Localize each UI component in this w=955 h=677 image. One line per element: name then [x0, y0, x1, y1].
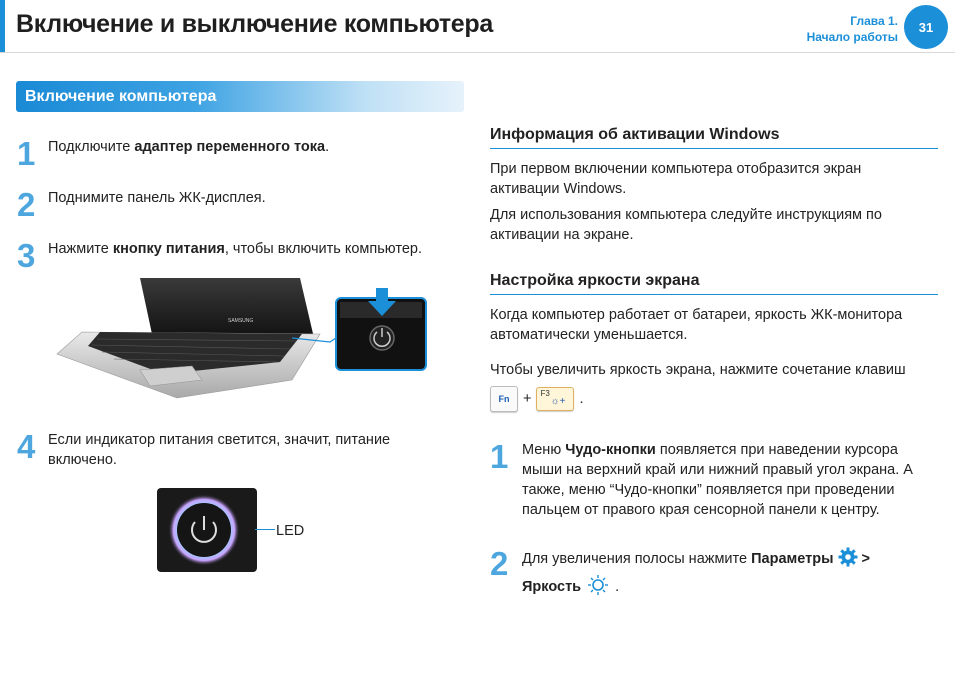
chapter-label: [807, 13, 898, 45]
step-text-part: Для увеличения полосы нажмите: [522, 551, 752, 567]
laptop-lid: [140, 278, 314, 338]
brightness-paragraph-2: Чтобы увеличить яркость экрана, нажмите сочетание клавиш: [490, 362, 906, 378]
step-text-bold: кнопку питания: [112, 241, 225, 257]
settings-label: Параметры: [751, 551, 834, 567]
heading-divider: [490, 294, 938, 295]
step-number: 1: [490, 438, 509, 475]
laptop-illustration: [52, 270, 442, 405]
activation-paragraph-2: Для использования компьютера следуйте инструкциям по активации на экране.: [490, 207, 882, 243]
f3-key-label: F3: [540, 389, 550, 398]
section-banner: Включение компьютера: [16, 81, 464, 112]
brightness-heading: Настройка яркости экрана: [490, 272, 700, 289]
step-text-bold: адаптер переменного тока: [134, 139, 326, 155]
step-number: 3: [17, 237, 36, 274]
step-number: 2: [17, 186, 36, 223]
activation-heading: Информация об активации Windows: [490, 126, 780, 143]
step-text: [522, 440, 942, 520]
step-number: 1: [17, 135, 36, 172]
step-text-part: появляется при наведении курсора мыши на верхний край или нижний правый угол экрана. А также, меню “Чудо-кнопки” появляется при проведении пальцем от правого края сенсорной панели к центру.: [522, 442, 913, 518]
step-number: 4: [17, 428, 36, 465]
page-number-badge: 31: [904, 5, 948, 49]
step-text: Поднимите панель ЖК-дисплея.: [48, 190, 266, 206]
step-text: [48, 239, 458, 259]
step-text-bold: Чудо-кнопки: [565, 442, 656, 458]
step-text-part: Нажмите: [48, 241, 113, 257]
heading-divider: [490, 148, 938, 149]
step-text: [48, 137, 458, 157]
period: .: [579, 391, 584, 407]
fn-key: Fn: [490, 386, 518, 412]
laptop-brand: SAMSUNG: [228, 318, 254, 324]
step-text-part: Подключите: [48, 139, 135, 155]
key-combination: [490, 386, 584, 412]
brightness-paragraph-1: Когда компьютер работает от батареи, яркость ЖК-монитора автоматически уменьшается.: [490, 307, 903, 343]
step-text: Если индикатор питания светится, значит, питание включено.: [48, 432, 391, 468]
arrow-separator: >: [857, 551, 870, 567]
f3-key: [536, 387, 574, 411]
power-led-illustration: [157, 488, 257, 572]
brightness-up-icon: ☼+: [550, 396, 566, 407]
down-arrow-icon: [376, 288, 388, 302]
plus-sign: +: [523, 391, 532, 407]
gear-icon: [838, 547, 858, 567]
brightness-icon: [585, 574, 611, 596]
page-title: Включение и выключение компьютера: [16, 10, 493, 38]
header-divider: [0, 52, 955, 53]
chapter-title: Начало работы: [806, 30, 898, 44]
led-label: LED: [276, 523, 305, 539]
step-text-part: , чтобы включить компьютер.: [224, 241, 422, 257]
step-text-part: Меню: [522, 442, 566, 458]
header-accent-bar: [0, 0, 5, 52]
step-number: 2: [490, 545, 509, 582]
chapter-number: Глава 1.: [850, 14, 898, 28]
brightness-label: Яркость: [522, 579, 582, 595]
step-text-part: .: [325, 139, 330, 155]
step-text-part: .: [615, 579, 620, 595]
activation-paragraph-1: При первом включении компьютера отобразится экран активации Windows.: [490, 161, 862, 197]
step-text: [522, 545, 942, 601]
led-pointer-line: [255, 529, 275, 530]
